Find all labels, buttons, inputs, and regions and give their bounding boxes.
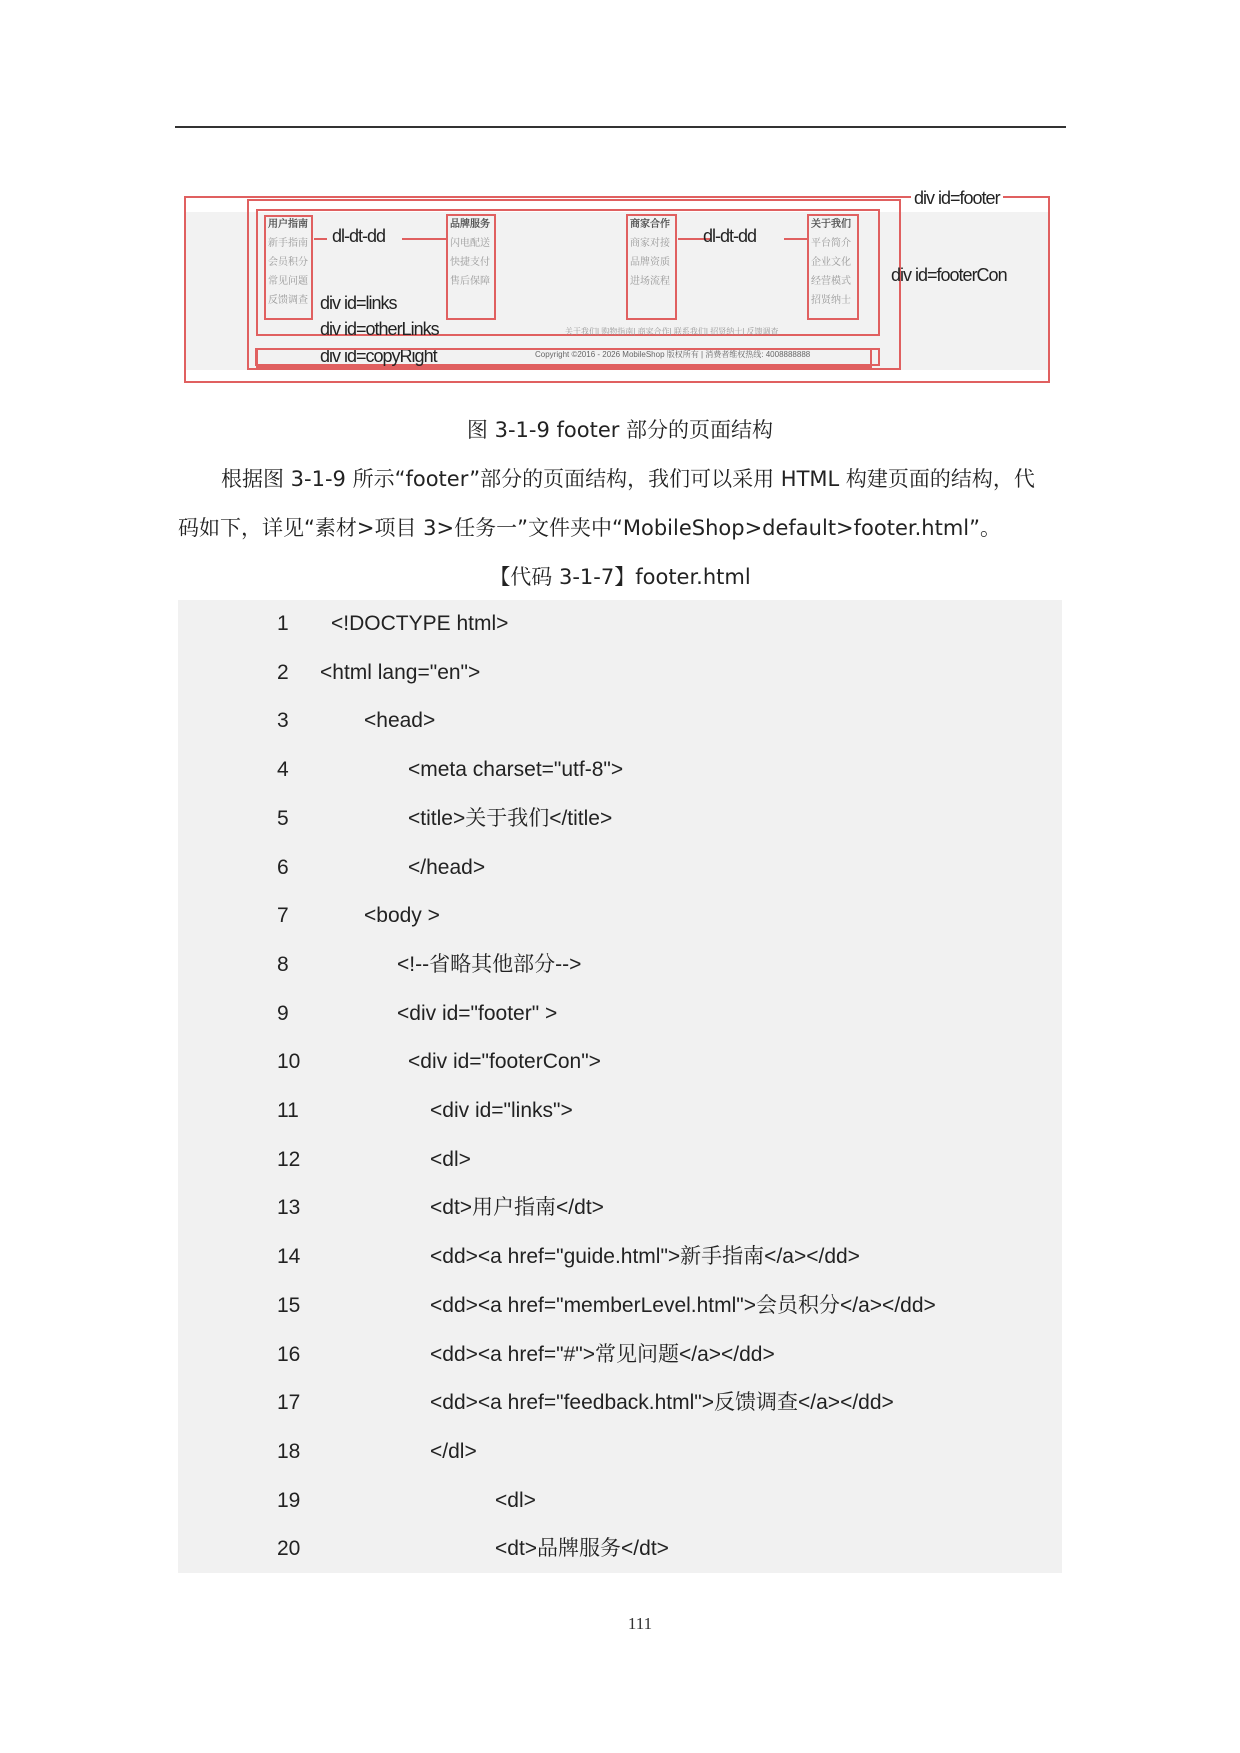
connector [314,238,327,240]
line-number: 5 [277,806,289,830]
connector [402,238,446,240]
line-number: 20 [277,1537,301,1561]
code-line [178,892,1062,941]
line-number: 19 [277,1488,301,1512]
code-text: <dt>用户指南</dt> [430,1196,604,1220]
code-line [178,1233,1062,1282]
paragraph-line: 码如下，详见“素材>项目 3>任务一”文件夹中“MobileShop>default>footer.html”。 [178,516,1001,540]
line-number: 11 [277,1099,299,1122]
code-line [178,941,1062,990]
line-number: 7 [277,904,289,928]
code-text: <dd><a href="#">常见问题</a></dd> [430,1342,775,1366]
code-text: <html lang="en"> [320,660,481,684]
line-number: 14 [277,1245,301,1269]
figure-caption: 图 3-1-9 footer 部分的页面结构 [466,418,774,442]
code-text: <dd><a href="guide.html">新手指南</a></dd> [430,1245,860,1269]
links-label: div id=links [320,293,397,313]
code-line [178,697,1062,746]
code-block [178,600,1062,1573]
line-number: 17 [277,1391,301,1415]
dl-column-4: 关于我们 平台简介 企业文化 经营模式 招贤纳士 [811,219,851,306]
code-text: <!DOCTYPE html> [331,612,509,635]
code-line [178,1525,1062,1574]
code-text: <dd><a href="feedback.html">反馈调查</a></dd> [430,1391,894,1415]
code-line [178,1282,1062,1331]
body-paragraph [178,455,1066,553]
code-text: <title>关于我们</title> [408,806,613,830]
code-text: <div id="footer" > [397,1001,558,1025]
line-number: 1 [277,612,289,635]
line-number: 13 [277,1196,301,1220]
code-text: <div id="links"> [430,1099,573,1122]
code-line [178,649,1062,698]
otherlinks-label: div id=otherLinks [320,319,439,339]
code-caption: 【代码 3-1-7】footer.html [489,565,751,589]
dl-label-1: dl-dt-dd [332,226,386,246]
dl-column-2: 品牌服务 闪电配送 快捷支付 售后保障 [450,219,490,287]
dl-column-3: 商家合作 商家对接 品牌资质 进场流程 [630,219,670,287]
copyright-box [256,348,872,368]
line-number: 3 [277,709,289,733]
page-number: 111 [627,1614,653,1633]
line-number: 18 [277,1439,301,1463]
footercon-label: div id=footerCon [891,265,1007,285]
line-number: 16 [277,1342,301,1366]
code-text: <dd><a href="memberLevel.html">会员积分</a></dd> [430,1293,936,1317]
code-line [178,1379,1062,1428]
code-line [178,1184,1062,1233]
code-line [178,844,1062,893]
header-rule [175,126,1066,128]
line-number: 4 [277,758,289,782]
code-line [178,1477,1062,1526]
code-line [178,795,1062,844]
dl-column-1: 用户指南 新手指南 会员积分 常见问题 反馈调查 [268,219,308,306]
copyright-text: Copyright ©2016 - 2026 MobileShop 版权所有 | 消费者维权热线: 4008888888 [535,350,811,359]
code-text: </dl> [430,1439,477,1463]
line-number: 10 [277,1050,301,1074]
code-line [178,1087,1062,1136]
code-line [178,1331,1062,1380]
paragraph-line: 根据图 3-1-9 所示“footer”部分的页面结构，我们可以采用 HTML 构建页面的结构，代 [221,467,1035,491]
dl-label-2: dl-dt-dd [703,226,757,246]
code-text: <meta charset="utf-8"> [408,758,624,782]
code-line [178,1428,1062,1477]
line-number: 8 [277,952,289,976]
code-text: <dt>品牌服务</dt> [495,1537,669,1561]
code-line [178,746,1062,795]
connector [784,238,807,240]
code-text: </head> [408,855,486,879]
code-text: <dl> [430,1147,471,1171]
code-line [178,990,1062,1039]
line-number: 15 [277,1293,301,1317]
code-text: <dl> [495,1488,536,1512]
copyright-label: div id=copyRight [320,346,437,366]
line-number: 2 [277,660,289,684]
code-text: <body > [364,904,440,928]
code-text: <head> [364,709,436,733]
other-links-text: 关于我们| 购物指南| 商家合作| 联系我们| 招贤纳士| 反馈调查 [565,327,779,336]
line-number: 9 [277,1001,289,1025]
code-text: <div id="footerCon"> [408,1050,601,1074]
code-text: <!--省略其他部分--> [397,952,582,976]
line-number: 12 [277,1147,301,1171]
code-line [178,1136,1062,1185]
code-line [178,600,1062,649]
footer-label: div id=footer [911,188,1003,209]
code-line [178,1038,1062,1087]
line-number: 6 [277,855,289,879]
